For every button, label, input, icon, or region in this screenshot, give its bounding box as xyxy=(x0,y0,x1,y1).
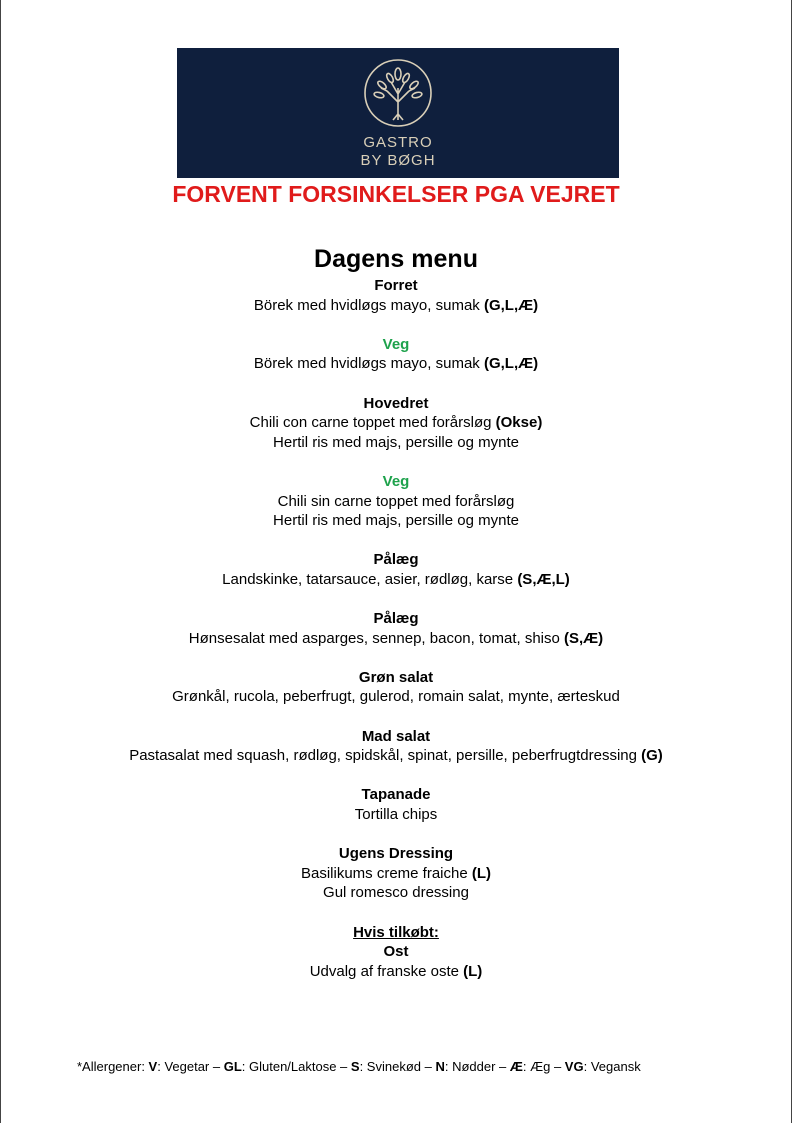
item-text: Chili con carne toppet med forårsløg xyxy=(249,414,496,432)
allergen-tag: (Okse) xyxy=(495,414,543,432)
section-heading-hovedret: Hovedret xyxy=(363,394,429,412)
item-text: Börek med hvidløgs mayo, sumak xyxy=(253,355,484,373)
section-heading-groen-salat: Grøn salat xyxy=(358,668,434,686)
menu-item-hovedret xyxy=(1,413,791,433)
menu-item-forret xyxy=(1,296,791,316)
allergen-tag: (S,Æ) xyxy=(564,629,604,647)
menu-item-hovedret-side: Hertil ris med majs, persille og mynte xyxy=(273,433,519,451)
legend-text: : Svinekød – xyxy=(359,1059,436,1074)
menu-item-ost xyxy=(1,962,791,982)
section-heading-mad-salat: Mad salat xyxy=(361,727,431,745)
allergen-legend xyxy=(77,1059,641,1074)
page-title: Dagens menu xyxy=(314,245,478,273)
menu-item-veg-hovedret: Chili sin carne toppet med forårsløg xyxy=(277,492,515,510)
menu-item-veg-forret xyxy=(1,354,791,374)
section-heading-veg: Veg xyxy=(382,472,410,490)
section-heading-tapanade: Tapanade xyxy=(361,786,431,804)
item-text: Pastasalat med squash, rødløg, spidskål, spinat, persille, peberfrugtdressing xyxy=(129,747,642,765)
legend-key: VG xyxy=(564,1059,584,1074)
brand-line-1: GASTRO xyxy=(363,134,433,151)
weather-warning: FORVENT FORSINKELSER PGA VEJRET xyxy=(172,181,620,207)
legend-key: N xyxy=(435,1059,445,1074)
item-text: Udvalg af franske oste xyxy=(309,962,464,980)
menu-item-dressing-2: Gul romesco dressing xyxy=(323,884,469,902)
allergen-tag: (L) xyxy=(471,864,492,882)
menu-item-palaeg-1 xyxy=(1,570,791,590)
allergen-tag: (L) xyxy=(463,962,483,980)
tree-circle-icon xyxy=(363,58,433,128)
menu-list xyxy=(1,276,791,981)
legend-key: V xyxy=(148,1059,158,1074)
menu-item-groen-salat: Grønkål, rucola, peberfrugt, gulerod, romain salat, mynte, ærteskud xyxy=(172,688,620,706)
legend-text: : Nødder – xyxy=(444,1059,510,1074)
legend-key: GL xyxy=(223,1059,242,1074)
item-text: Hønsesalat med asparges, sennep, bacon, tomat, shiso xyxy=(188,629,565,647)
allergen-tag: (G,L,Æ) xyxy=(483,355,539,373)
item-text: Landskinke, tatarsauce, asier, rødløg, karse xyxy=(222,570,518,588)
allergen-tag: (G) xyxy=(641,747,663,765)
legend-text: : Vegetar – xyxy=(157,1059,224,1074)
item-text: Börek med hvidløgs mayo, sumak xyxy=(253,296,484,314)
section-heading-dressing: Ugens Dressing xyxy=(338,845,454,863)
legend-key: S xyxy=(350,1059,360,1074)
section-heading-veg: Veg xyxy=(382,335,410,353)
logo-banner xyxy=(177,48,619,178)
section-heading-palaeg: Pålæg xyxy=(373,610,419,628)
allergen-tag: (G,L,Æ) xyxy=(483,296,539,314)
section-subheading-ost: Ost xyxy=(383,943,409,961)
section-heading-forret: Forret xyxy=(374,277,418,294)
allergen-tag: (S,Æ,L) xyxy=(517,570,570,588)
menu-item-tapanade: Tortilla chips xyxy=(354,806,438,824)
menu-item-mad-salat xyxy=(1,746,791,766)
brand-line-2: BY BØGH xyxy=(360,152,436,169)
legend-text: : Æg – xyxy=(522,1059,565,1074)
item-text: Basilikums creme fraiche xyxy=(300,864,472,882)
menu-item-palaeg-2 xyxy=(1,629,791,649)
menu-item-veg-hovedret-side: Hertil ris med majs, persille og mynte xyxy=(273,512,519,530)
legend-key: Æ xyxy=(509,1059,523,1074)
legend-text: : Gluten/Laktose – xyxy=(241,1059,351,1074)
menu-item-dressing-1 xyxy=(1,864,791,884)
legend-prefix: *Allergener: xyxy=(77,1059,149,1074)
legend-text: : Vegansk xyxy=(583,1059,641,1074)
section-heading-palaeg: Pålæg xyxy=(373,551,419,569)
section-heading-tilkoebt: Hvis tilkøbt: xyxy=(353,923,439,941)
